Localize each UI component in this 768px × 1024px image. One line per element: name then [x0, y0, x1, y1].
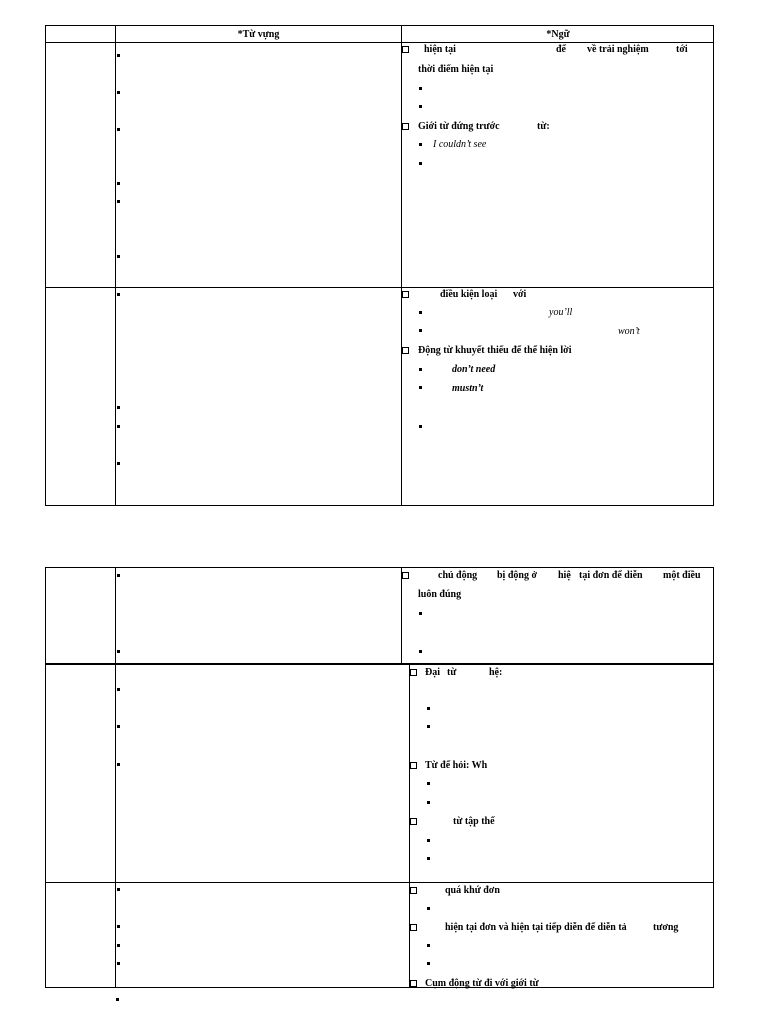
grammar-text: Cụm động từ đi với giới từ [425, 978, 539, 989]
grammar-text: Từ để hỏi: Wh [425, 760, 488, 771]
vocab-bullet [117, 462, 120, 465]
grammar-bullet [419, 311, 422, 314]
grammar-text: Động từ khuyết thiếu để thể hiện lời [418, 345, 572, 356]
grammar-text: hiện tại [424, 44, 456, 55]
grammar-bullet [419, 386, 422, 389]
example-text: I couldn’t see [433, 139, 487, 150]
grammar-text: từ: [537, 121, 550, 132]
header-divider [46, 42, 713, 43]
vocab-bullet [117, 406, 120, 409]
grammar-bullet [419, 105, 422, 108]
grammar-text: về trải nghiệm [587, 44, 649, 55]
vocab-bullet [117, 725, 120, 728]
grammar-text: thời điểm hiện tại [418, 64, 494, 75]
grammar-bullet [419, 425, 422, 428]
vocab-bullet [117, 650, 120, 653]
grammar-bullet [427, 839, 430, 842]
grammar-bullet [427, 782, 430, 785]
checkbox-icon [410, 980, 417, 987]
vocab-header: *Từ vựng [237, 29, 280, 40]
checkbox-icon [410, 669, 417, 676]
column-divider-1 [115, 568, 116, 987]
vocab-bullet [117, 574, 120, 577]
grammar-text: Đại [425, 667, 440, 678]
checkbox-icon [410, 818, 417, 825]
column-divider-3 [409, 664, 410, 987]
row-divider [46, 287, 713, 288]
lesson-table-1 [45, 25, 714, 506]
grammar-bullet [419, 143, 422, 146]
vocab-bullet [117, 425, 120, 428]
grammar-bullet [419, 650, 422, 653]
example-text: don’t need [452, 364, 496, 375]
grammar-text: quá khứ đơn [445, 885, 500, 896]
vocab-bullet [117, 293, 120, 296]
vocab-bullet [117, 128, 120, 131]
grammar-text: từ tập thể [453, 816, 495, 827]
grammar-bullet [419, 612, 422, 615]
row-divider [46, 882, 713, 883]
grammar-bullet [427, 725, 430, 728]
vocab-bullet [117, 200, 120, 203]
grammar-text: hiệ [558, 570, 571, 581]
checkbox-icon [410, 924, 417, 931]
grammar-bullet [427, 944, 430, 947]
grammar-bullet [427, 801, 430, 804]
vocab-bullet [116, 998, 119, 1001]
grammar-text: chủ động [438, 570, 478, 581]
grammar-bullet [419, 162, 422, 165]
grammar-text: để [556, 44, 566, 55]
grammar-bullet [419, 368, 422, 371]
vocab-bullet [117, 763, 120, 766]
vocab-bullet [117, 255, 120, 258]
grammar-text: một điều [663, 570, 701, 581]
checkbox-icon [410, 887, 417, 894]
grammar-text: với [513, 289, 527, 300]
vocab-bullet [117, 54, 120, 57]
column-divider-2 [401, 26, 402, 505]
vocab-bullet [117, 888, 120, 891]
checkbox-icon [402, 291, 409, 298]
grammar-bullet [427, 707, 430, 710]
example-text: mustn’t [452, 383, 484, 394]
grammar-bullet [427, 962, 430, 965]
grammar-bullet [419, 87, 422, 90]
grammar-bullet [419, 329, 422, 332]
grammar-text: tại đơn để diễn [579, 570, 643, 581]
grammar-text: hệ: [489, 667, 503, 678]
vocab-bullet [117, 962, 120, 965]
column-divider-1 [115, 26, 116, 505]
grammar-text: luôn đúng [418, 589, 462, 600]
vocab-bullet [117, 91, 120, 94]
grammar-bullet [427, 857, 430, 860]
example-text: you’ll [549, 307, 573, 318]
column-divider-2 [401, 568, 402, 664]
checkbox-icon [402, 46, 409, 53]
example-text: won’t [618, 326, 640, 337]
grammar-text: điều kiện loại [440, 289, 498, 300]
lesson-table-2 [45, 567, 714, 988]
grammar-text: từ [447, 667, 457, 678]
grammar-text: tới [676, 44, 688, 55]
grammar-text: hiện tại đơn và hiện tại tiếp diễn để diễn tả [445, 922, 627, 933]
vocab-bullet [117, 182, 120, 185]
grammar-bullet [427, 907, 430, 910]
grammar-header: *Ngữ [546, 29, 570, 40]
checkbox-icon [402, 572, 409, 579]
grammar-text: tương [653, 922, 679, 933]
vocab-bullet [117, 925, 120, 928]
checkbox-icon [402, 347, 409, 354]
checkbox-icon [402, 123, 409, 130]
vocab-bullet [117, 688, 120, 691]
checkbox-icon [410, 762, 417, 769]
grammar-text: bị động ở [497, 570, 537, 581]
grammar-text: Giới từ đứng trước [418, 121, 500, 132]
vocab-bullet [117, 944, 120, 947]
row-divider [46, 663, 713, 665]
